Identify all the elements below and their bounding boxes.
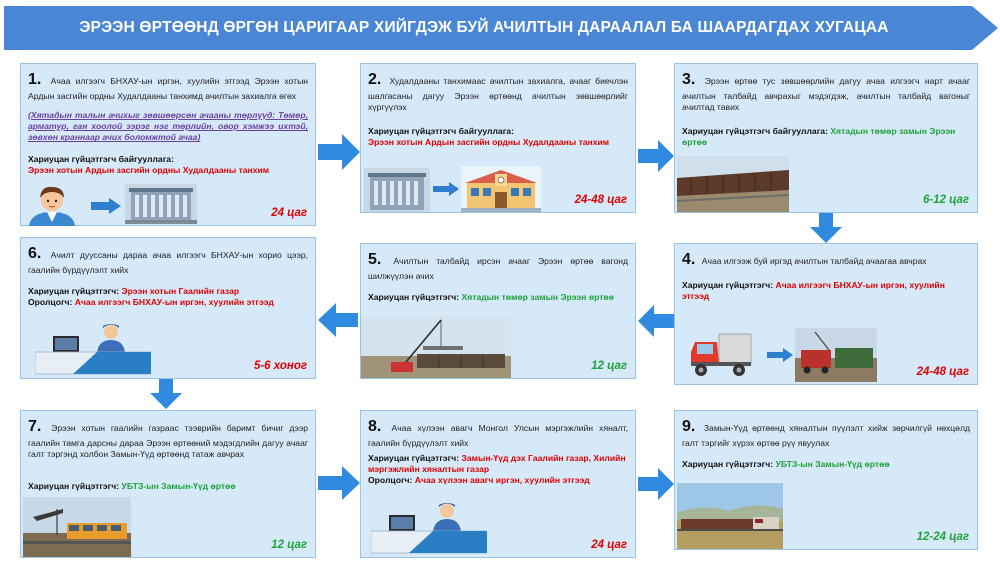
step-5-text: Ачилтын талбайд ирсэн ачааг Эрээн өртөө вагонд шилжүүлэн ачих <box>368 256 628 281</box>
train-departure-photo <box>23 497 131 557</box>
step-1-note: (Хятадын талын ачихыг зөвшөөрсөн ачааны төрлүүд: Төмөр, арматур, ган хоолой зэрэг нэг төрлийн, овор хэмжээ ихтэй, зөвхөн краннаар ачих боломжтой ачаа) <box>28 110 308 143</box>
step-card-1 <box>20 63 316 226</box>
steppe-train-photo <box>677 483 783 549</box>
flow-arrow-right-2 <box>638 140 674 177</box>
step-5-responsible <box>368 292 628 303</box>
step-8-responsible <box>368 453 628 475</box>
step-8-duration: 24 цаг <box>591 539 627 552</box>
step-6-participant <box>28 297 308 308</box>
step-6-responsible <box>28 286 308 297</box>
step-5-responsible-value: Хятадын төмөр замын Эрээн өртөө <box>461 292 614 302</box>
crane-loading-photo <box>361 316 511 378</box>
step-2-responsible-value: Эрээн хотын Ардын засгийн ордны Худалдааны танхим <box>368 137 610 147</box>
step-9-number: 9. <box>682 418 696 435</box>
flow-arrow-right-3 <box>318 466 360 505</box>
step-1-responsible-value: Эрээн хотын Ардын засгийн ордны Худалдааны танхим <box>28 165 270 175</box>
step-2-text: Худалдааны танхимаас ачилтын захиалга, ачааг биечлэн шалгасаны дагуу Эрээн өртөөнд ачилтын зөвшөөрлийг хүргүүлэх <box>368 76 629 112</box>
step-3-text: Эрээн өртөө тус зөвшөөрлийн дагуу ачаа илгээгч нарт ачааг ачилтын талбайд авчрахыг мэдэгдэж, ачилтын талбайд вагоныг ачилтад тавих <box>682 76 970 112</box>
step-7-responsible-value: УБТЗ-ын Замын-Үүд өртөө <box>121 481 236 491</box>
step-8-participant-value: Ачаа хүлээн авагч иргэн, хуулийн этгээд <box>414 475 590 485</box>
step-card-3 <box>674 63 978 213</box>
step-9-text: Замын-Үүд өртөөнд хяналтын пүүлэлт хийж зөрчилгүй нөхцөлд галт тэргийг хүрэх өртөө рүү явуулах <box>682 423 970 448</box>
step-1-number: 1. <box>28 71 42 88</box>
step-8-number: 8. <box>368 418 382 435</box>
step-8-responsible-value: Замын-Үүд дэх Гаалийн газар, Хилийн мэргэжлийн хяналтын газар <box>368 453 626 475</box>
step-5-responsible-label: Хариуцан гүйцэтгэгч: <box>368 292 460 302</box>
step-6-responsible-label: Хариуцан гүйцэтгэгч: <box>28 286 120 296</box>
step-3-description <box>682 70 970 113</box>
title-banner <box>4 6 998 50</box>
freight-train-photo <box>677 156 789 212</box>
step-card-2 <box>360 63 636 213</box>
step-1-responsible-label: Хариуцан гүйцэтгэгч байгууллага: <box>28 154 174 164</box>
step-5-number: 5. <box>368 251 382 268</box>
flow-arrow-down-2 <box>150 379 182 414</box>
step-8-text: Ачаа хүлээн авагч Монгол Улсын мэргэжлийн хяналт, гаалийн бүрдүүлэлт хийх <box>368 423 629 448</box>
step-9-responsible <box>682 459 970 470</box>
railway-station-icon <box>461 166 541 212</box>
step-card-4 <box>674 243 978 385</box>
page-title: ЭРЭЭН ӨРТӨӨНД ӨРГӨН ЦАРИГААР ХИЙГДЭЖ БУЙ АЧИЛТЫН ДАРААЛАЛ БА ШААРДАГДАХ ХУГАЦАА <box>79 19 889 36</box>
step-4-responsible-label: Хариуцан гүйцэтгэгч: <box>682 280 774 290</box>
step-card-6 <box>20 237 316 379</box>
step-4-text: Ачаа илгээж буй иргэд ачилтын талбайд ачаагаа авчрах <box>701 256 927 266</box>
step-4-responsible-value: Ачаа илгээгч БНХАУ-ын иргэн, хуулийн этгээд <box>682 280 945 302</box>
flow-arrow-left-1 <box>638 305 674 342</box>
small-right-arrow-icon <box>767 348 793 365</box>
government-building-icon <box>364 168 430 212</box>
customs-officer-desk-icon <box>371 501 487 555</box>
step-6-responsible-value: Эрээн хотын Гаалийн газар <box>121 286 240 296</box>
step-8-responsible-label: Хариуцан гүйцэтгэгч: <box>368 453 460 463</box>
step-4-duration: 24-48 цаг <box>916 366 969 379</box>
step-8-participant <box>368 475 628 486</box>
step-2-duration: 24-48 цаг <box>574 194 627 207</box>
step-4-responsible <box>682 280 970 302</box>
step-2-responsible-label: Хариуцан гүйцэтгэгч байгууллага: <box>368 126 514 136</box>
step-2-description <box>368 70 628 113</box>
step-6-description <box>28 244 308 276</box>
step-8-participant-label: Оролцогч: <box>368 475 413 485</box>
step-4-number: 4. <box>682 251 696 268</box>
step-card-8 <box>360 410 636 558</box>
step-7-text: Эрээн хотын гаалийн газраас тээврийн баримт бичиг дээр гаалийн тамга дарсны дараа Эрээн өртөөний мэдэгдлийн дагуу ачааг галт тэргэнд холбон Замын-Үүд өртөөнд татаж авчрах <box>28 423 308 459</box>
step-6-duration: 5-6 хоног <box>253 360 307 373</box>
step-3-responsible-label: Хариуцан гүйцэтгэгч байгууллага: <box>682 126 828 136</box>
step-5-description <box>368 250 628 282</box>
step-3-responsible <box>682 126 970 148</box>
step-6-participant-value: Ачаа илгээгч БНХАУ-ын иргэн, хуулийн этгээд <box>74 297 274 307</box>
person-icon <box>27 182 77 226</box>
step-7-responsible-label: Хариуцан гүйцэтгэгч: <box>28 481 120 491</box>
step-5-duration: 12 цаг <box>591 360 627 373</box>
step-3-number: 3. <box>682 71 696 88</box>
step-9-duration: 12-24 цаг <box>916 531 969 544</box>
step-6-text: Ачилт дууссаны дараа ачаа илгээгч БНХАУ-ын хорио цээр, гаалийн бүрдүүлэлт хийх <box>28 250 308 275</box>
flow-arrow-left-2 <box>318 303 358 342</box>
flow-arrow-right-1 <box>318 134 360 175</box>
step-3-duration: 6-12 цаг <box>922 194 969 207</box>
step-6-number: 6. <box>28 245 42 262</box>
customs-officer-desk-icon <box>35 322 151 376</box>
step-2-number: 2. <box>368 71 382 88</box>
step-7-duration: 12 цаг <box>271 539 307 552</box>
step-7-responsible <box>28 481 308 492</box>
step-7-number: 7. <box>28 418 42 435</box>
step-1-text: Ачаа илгээгч БНХАУ-ын иргэн, хуулийн этгээд Эрээн хотын Ардын засгийн ордны Худалдааны танхимд ачилтын захиалга өгөх <box>28 76 308 101</box>
step-card-5 <box>360 243 636 379</box>
step-card-9 <box>674 410 978 550</box>
step-1-description <box>28 70 308 102</box>
step-8-description <box>368 417 628 449</box>
step-9-description <box>682 417 970 449</box>
loading-yard-photo <box>795 328 877 382</box>
small-right-arrow-icon <box>433 182 459 199</box>
step-card-7 <box>20 410 316 558</box>
step-4-description <box>682 250 970 271</box>
step-9-responsible-value: УБТЗ-ын Замын-Үүд өртөө <box>775 459 890 469</box>
step-1-duration: 24 цаг <box>271 207 307 220</box>
step-9-responsible-label: Хариуцан гүйцэтгэгч: <box>682 459 774 469</box>
government-building-icon <box>125 184 197 224</box>
truck-icon <box>689 328 753 378</box>
small-right-arrow-icon <box>91 198 121 217</box>
step-6-participant-label: Оролцогч: <box>28 297 73 307</box>
flow-arrow-right-4 <box>638 468 674 505</box>
step-3-responsible-value: Хятадын төмөр замын Эрээн өртөө <box>682 126 956 148</box>
step-7-description <box>28 417 308 460</box>
